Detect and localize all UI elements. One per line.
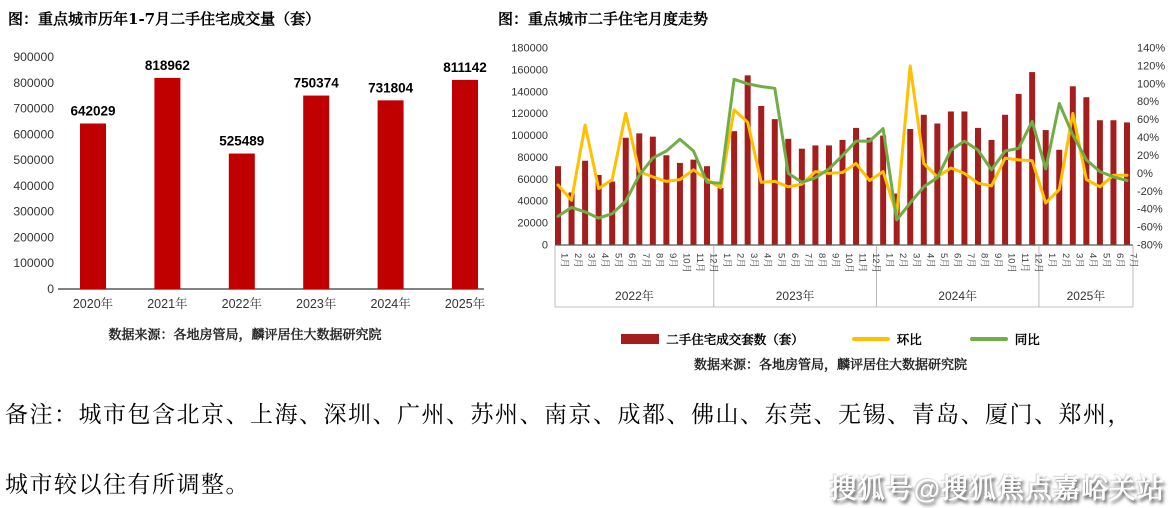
svg-text:9月: 9月 <box>829 253 841 268</box>
svg-text:2月: 2月 <box>572 253 584 268</box>
annual-chart-source: 数据来源：各地房管局，麟评居住大数据研究院 <box>108 328 382 343</box>
svg-text:400000: 400000 <box>13 178 54 193</box>
svg-text:0%: 0% <box>1137 167 1153 180</box>
svg-text:11月: 11月 <box>1019 253 1031 273</box>
svg-text:7月: 7月 <box>802 253 814 268</box>
svg-text:642029: 642029 <box>70 103 116 119</box>
svg-text:11月: 11月 <box>856 253 868 273</box>
svg-text:10月: 10月 <box>843 253 854 274</box>
svg-text:1月: 1月 <box>558 253 570 268</box>
svg-text:9月: 9月 <box>992 253 1004 268</box>
svg-text:5月: 5月 <box>775 253 787 268</box>
yoy-line-swatch <box>970 337 1008 341</box>
yoy-line-label: 同比 <box>1014 332 1040 347</box>
svg-text:60000: 60000 <box>517 173 548 186</box>
svg-text:180000: 180000 <box>511 42 548 55</box>
svg-text:1月: 1月 <box>883 253 895 268</box>
svg-text:60%: 60% <box>1137 114 1160 127</box>
annual-bar-chart-panel <box>0 0 490 380</box>
svg-text:6月: 6月 <box>788 253 800 268</box>
footnote-line-1: 备注：城市包含北京、上海、深圳、广州、苏州、南京、成都、佛山、东莞、无锡、青岛、厦门、郑州， <box>5 402 1132 428</box>
svg-text:120000: 120000 <box>511 108 548 121</box>
svg-text:600000: 600000 <box>13 127 54 142</box>
bar-series-label: 二手住宅成交套数（套） <box>666 332 804 347</box>
svg-text:-80%: -80% <box>1137 239 1163 252</box>
svg-text:700000: 700000 <box>13 101 54 116</box>
svg-text:20%: 20% <box>1137 149 1160 162</box>
svg-text:100%: 100% <box>1137 78 1166 91</box>
svg-text:2024年: 2024年 <box>938 289 978 303</box>
svg-text:0: 0 <box>541 239 548 252</box>
monthly-combo-chart-panel <box>490 0 1171 390</box>
svg-text:2023年: 2023年 <box>775 289 815 303</box>
svg-text:2月: 2月 <box>897 253 909 268</box>
svg-text:-60%: -60% <box>1137 221 1163 234</box>
svg-text:12月: 12月 <box>870 253 882 274</box>
svg-text:160000: 160000 <box>511 64 548 77</box>
svg-text:12月: 12月 <box>1032 253 1044 274</box>
svg-text:4月: 4月 <box>924 253 936 268</box>
svg-text:80000: 80000 <box>517 151 548 164</box>
svg-text:6月: 6月 <box>1113 253 1125 268</box>
svg-text:10月: 10月 <box>1005 253 1017 274</box>
svg-text:3月: 3月 <box>748 253 760 268</box>
svg-text:2024年: 2024年 <box>370 297 411 311</box>
svg-text:8月: 8月 <box>978 253 990 268</box>
svg-text:10月: 10月 <box>680 253 692 274</box>
svg-text:6月: 6月 <box>626 253 638 268</box>
monthly-chart-source: 数据来源：各地房管局，麟评居住大数据研究院 <box>693 358 967 373</box>
svg-text:7月: 7月 <box>1127 253 1139 268</box>
svg-text:5月: 5月 <box>1100 253 1112 268</box>
svg-text:2025年: 2025年 <box>444 297 486 311</box>
svg-text:1月: 1月 <box>721 253 733 268</box>
svg-text:2023年: 2023年 <box>296 297 337 311</box>
svg-text:750374: 750374 <box>293 75 339 91</box>
mom-line-label: 环比 <box>896 332 922 347</box>
svg-text:3月: 3月 <box>1073 253 1085 268</box>
legend-item-yoy <box>970 330 1040 348</box>
svg-text:80%: 80% <box>1137 96 1160 109</box>
svg-text:140000: 140000 <box>511 86 548 99</box>
annual-bar-chart <box>0 38 490 323</box>
svg-text:2020年: 2020年 <box>72 297 114 311</box>
bar-series-swatch <box>621 334 659 344</box>
svg-text:2022年: 2022年 <box>221 297 262 311</box>
svg-text:5月: 5月 <box>937 253 949 268</box>
svg-text:2月: 2月 <box>1059 253 1071 268</box>
svg-text:0: 0 <box>47 282 54 296</box>
svg-text:3月: 3月 <box>585 253 597 268</box>
svg-text:500000: 500000 <box>13 153 54 168</box>
legend-item-volume <box>621 330 804 348</box>
svg-text:800000: 800000 <box>13 75 54 90</box>
svg-text:-40%: -40% <box>1137 203 1163 216</box>
svg-text:525489: 525489 <box>219 133 265 149</box>
svg-text:4月: 4月 <box>599 253 611 268</box>
svg-text:2021年: 2021年 <box>147 297 188 311</box>
svg-text:4月: 4月 <box>1086 253 1098 268</box>
monthly-chart-title: 图：重点城市二手住宅月度走势 <box>498 10 709 28</box>
svg-text:8月: 8月 <box>815 253 827 268</box>
combo-chart-legend <box>490 330 1171 348</box>
svg-text:811142: 811142 <box>443 59 487 75</box>
svg-text:8月: 8月 <box>653 253 665 268</box>
svg-text:1月: 1月 <box>1046 253 1058 268</box>
svg-text:900000: 900000 <box>13 50 54 64</box>
svg-text:11月: 11月 <box>693 253 705 273</box>
sohu-watermark: 搜狐号@搜狐焦点嘉峪关站 <box>829 474 1165 504</box>
svg-text:6月: 6月 <box>951 253 963 268</box>
svg-text:100000: 100000 <box>511 130 548 143</box>
svg-text:12月: 12月 <box>707 253 719 274</box>
svg-text:7月: 7月 <box>639 253 651 268</box>
svg-text:-20%: -20% <box>1137 185 1163 198</box>
monthly-combo-chart <box>490 35 1171 327</box>
svg-text:300000: 300000 <box>13 204 54 219</box>
footnote-line-2: 城市较以往有所调整。 <box>5 472 250 498</box>
svg-text:2025年: 2025年 <box>1066 289 1106 303</box>
svg-text:2月: 2月 <box>734 253 746 268</box>
svg-text:9月: 9月 <box>666 253 678 268</box>
svg-text:731804: 731804 <box>368 80 414 96</box>
mom-line-swatch <box>852 337 890 341</box>
svg-text:4月: 4月 <box>761 253 773 268</box>
legend-item-mom <box>852 330 922 348</box>
svg-text:120%: 120% <box>1137 60 1166 73</box>
svg-text:40%: 40% <box>1137 132 1160 145</box>
svg-text:40000: 40000 <box>517 195 548 208</box>
svg-text:100000: 100000 <box>13 256 54 271</box>
svg-text:5月: 5月 <box>612 253 624 268</box>
svg-text:3月: 3月 <box>910 253 922 268</box>
svg-text:7月: 7月 <box>964 253 976 268</box>
svg-text:20000: 20000 <box>517 217 548 230</box>
svg-text:140%: 140% <box>1137 42 1166 55</box>
annual-chart-title: 图：重点城市历年1-7月二手住宅成交量（套） <box>8 10 321 28</box>
svg-text:200000: 200000 <box>13 230 54 245</box>
svg-text:818962: 818962 <box>144 57 190 73</box>
svg-text:2022年: 2022年 <box>615 289 654 303</box>
